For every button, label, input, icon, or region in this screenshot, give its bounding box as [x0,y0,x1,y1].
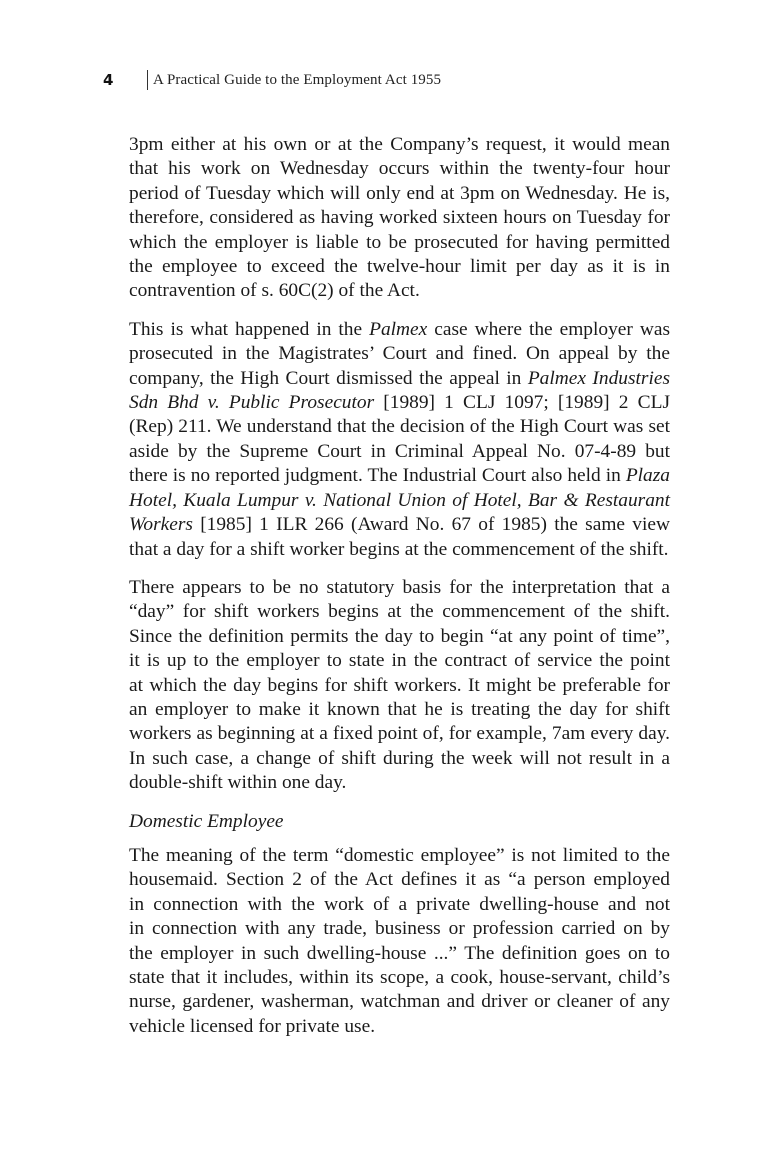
page-number: 4 [103,71,114,89]
paragraph-line: The meaning of the term “domestic employee” is not limited to the [129,844,670,866]
paragraph-line: “day” for shift workers begins at the commencement of the shift. [129,601,670,623]
paragraph-line: In such case, a change of shift during the week will not result in a [129,747,670,769]
paragraph-segment: This is what happened in the [129,318,370,340]
case-name-italic: Plaza Hotel, Kuala Lumpur v. National Union of Hotel, Bar & Restaurant Workers [129,465,670,536]
paragraph-line: vehicle licensed for private use. [129,1015,376,1037]
header-divider [147,70,148,90]
running-header [103,69,441,91]
paragraph-line: the employer in such dwelling-house ...” The definition goes on to [129,942,670,964]
paragraph-line: workers as beginning at a fixed point of, for example, 7am every day. [129,723,670,745]
paragraph-line: which the employer is liable to be prosecuted for having permitted [129,231,670,253]
paragraph-line: period of Tuesday which will only end at 3pm on Wednesday. He is, [129,182,670,204]
paragraph-line: in connection with any trade, business or profession carried on by [129,918,670,940]
case-name-italic: Palmex Industries Sdn Bhd v. Public Prosecutor [129,367,670,414]
paragraph-line: the employee to exceed the twelve-hour limit per day as it is in [129,256,670,278]
body-text [129,133,670,1053]
paragraph-line: double-shift within one day. [129,772,347,794]
paragraph-line: in connection with the work of a private dwelling-house and not [129,893,670,915]
case-name-italic: Palmex [369,318,428,340]
paragraph-3 [129,576,670,796]
paragraph-line: that his work on Wednesday occurs within the twenty-four hour [129,158,670,180]
paragraph-4 [129,844,670,1039]
paragraph-line: an employer to make it known that he is treating the day for shift [129,698,670,720]
paragraph-segment: [1985] 1 ILR 266 (Award No. 67 of 1985) the same view that a day for a shift worker begins at the commencement of the shift. [129,514,670,560]
running-title: A Practical Guide to the Employment Act 1955 [153,71,442,88]
paragraph-line: There appears to be no statutory basis for the interpretation that a [129,576,670,598]
paragraph-segment: case where the employer was prosecuted in the Magistrates’ Court and fined. On appeal by the company, the High Court dismissed the appeal in [129,318,670,389]
paragraph-1 [129,133,670,304]
paragraph-line: nurse, gardener, washerman, watchman and driver or cleaner of any [129,991,670,1013]
paragraph-segment: [1989] 1 CLJ 1097; [1989] 2 CLJ (Rep) 211. We understand that the decision of the High Court was set aside by the Supreme Court in Criminal Appeal No. 07-4-89 but there is no reported judgment. The Industrial Court also held in [129,392,670,487]
paragraph-line: 3pm either at his own or at the Company’s request, it would mean [129,134,670,155]
section-subheading: Domestic Employee [129,810,284,832]
paragraph-2 [129,318,670,562]
paragraph-line: it is up to the employer to state in the contract of service the point [129,650,670,672]
paragraph-line: therefore, considered as having worked sixteen hours on Tuesday for [129,207,670,229]
paragraph-line: housemaid. Section 2 of the Act defines it as “a person employed [129,869,670,891]
paragraph-line: state that it includes, within its scope, a cook, house-servant, child’s [129,967,670,988]
paragraph-line: at which the day begins for shift workers. It might be preferable for [129,674,670,696]
paragraph-line: contravention of s. 60C(2) of the Act. [129,280,420,302]
paragraph-line: Since the definition permits the day to begin “at any point of time”, [129,625,670,647]
